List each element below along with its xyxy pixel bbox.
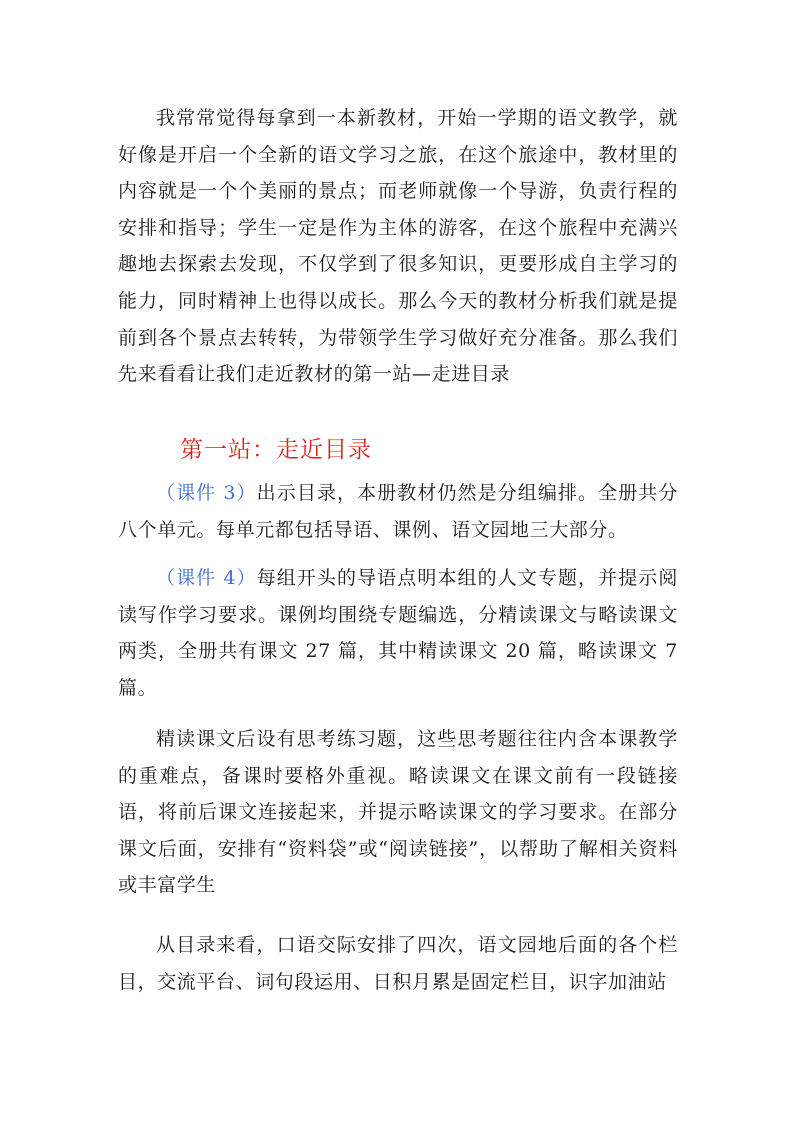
paragraph-jingdu-text: 精读课文后设有思考练习题，这些思考题往往内含本课教学的重难点，备课时要格外重视。略读课文在课文前有一段链接语，将前后课文连接起来，并提示略读课文的学习要求。在部分课文后面，安排有“资料袋”或“阅读链接”，以帮助了解相关资料或丰富学生 <box>118 728 678 897</box>
paragraph-intro <box>118 100 678 393</box>
paragraph-courseware-3 <box>118 475 678 548</box>
paragraph-intro-text: 我常常觉得每拿到一本新教材，开始一学期的语文教学，就好像是开启一个全新的语文学习之旅，在这个旅途中，教材里的内容就是一个个美丽的景点；而老师就像一个导游，负责行程的安排和指导；学生一定是作为主体的游客，在这个旅程中充满兴趣地去探索去发现，不仅学到了很多知识，更要形成自主学习的能力，同时精神上也得以成长。那么今天的教材分析我们就是提前到各个景点去转转，为带领学生学习做好充分准备。那么我们先来看看让我们走近教材的第一站—走进目录 <box>118 107 678 386</box>
section-heading: 第一站：走近目录 <box>180 437 372 463</box>
paragraph-mulu-text: 从目录来看，口语交际安排了四次，语文园地后面的各个栏目，交流平台、词句段运用、日积月累是固定栏目，识字加油站 <box>118 934 678 993</box>
courseware-3-ref: （课件 3） <box>156 482 257 504</box>
courseware-4-text: 每组开头的导语点明本组的人文专题，并提示阅读写作学习要求。课例均围绕专题编选，分精读课文与略读课文两类，全册共有课文 27 篇，其中精读课文 20 篇，略读课文 7 篇。 <box>118 567 678 699</box>
paragraph-mulu <box>118 927 678 1000</box>
courseware-4-ref: （课件 4） <box>156 567 257 589</box>
paragraph-courseware-4 <box>118 560 678 706</box>
courseware-3-text: 出示目录，本册教材仍然是分组编排。全册共分八个单元。每单元都包括导语、课例、语文园地三大部分。 <box>118 482 678 541</box>
paragraph-jingdu <box>118 721 678 904</box>
